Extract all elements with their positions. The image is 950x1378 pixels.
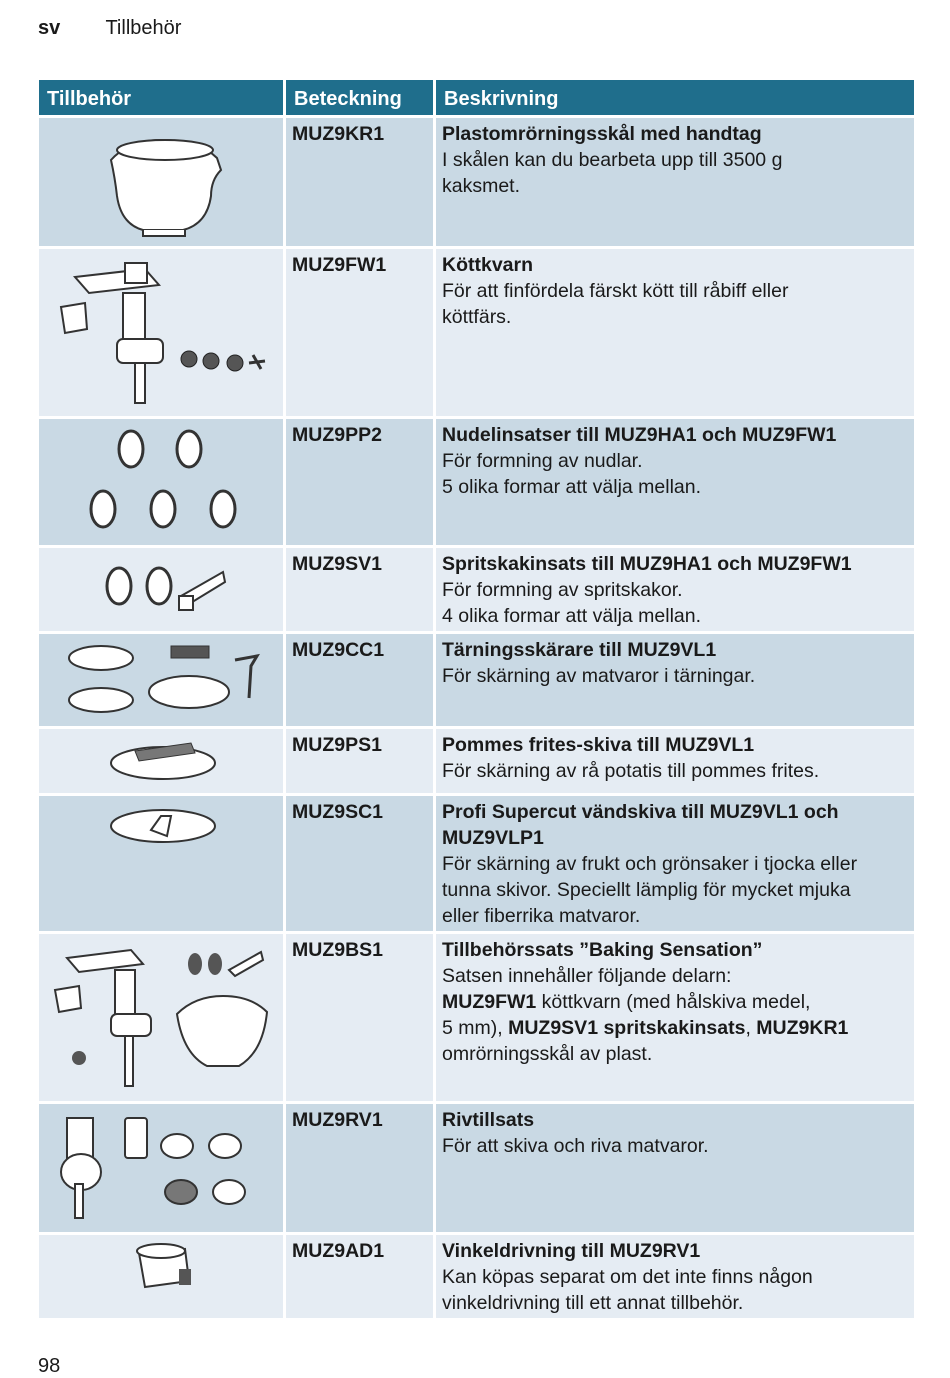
description-line: eller fiberrika matvaror. bbox=[442, 905, 641, 927]
dicer-icon bbox=[39, 634, 283, 726]
description-line: kaksmet. bbox=[442, 175, 521, 197]
description-line: För skärning av matvaror i tärningar. bbox=[442, 665, 756, 687]
angle-drive-icon bbox=[39, 1235, 283, 1311]
description-line: För att skiva och riva matvaror. bbox=[442, 1135, 709, 1157]
accessory-image bbox=[39, 634, 283, 726]
section-title: Tillbehör bbox=[105, 17, 182, 39]
description-text: köttkvarn (med hålskiva medel, bbox=[536, 991, 811, 1013]
description bbox=[436, 249, 914, 416]
accessory-image bbox=[39, 419, 283, 545]
description-line: För skärning av frukt och grönsaker i tjocka eller bbox=[442, 853, 858, 875]
description-text: 5 mm), bbox=[442, 1017, 509, 1039]
column-header-accessory: Tillbehör bbox=[39, 80, 283, 115]
description-line: Kan köpas separat om det inte finns någon bbox=[442, 1266, 813, 1288]
cookie-attachment-icon bbox=[39, 548, 283, 626]
meat-grinder-icon bbox=[39, 249, 283, 416]
description bbox=[436, 1235, 914, 1318]
description bbox=[436, 796, 914, 931]
table-row bbox=[39, 419, 914, 545]
description-title: Vinkeldrivning till MUZ9RV1 bbox=[442, 1240, 701, 1262]
description-title: Profi Supercut vändskiva till MUZ9VL1 och bbox=[442, 801, 839, 823]
description-line: 4 olika formar att välja mellan. bbox=[442, 605, 702, 627]
table-row bbox=[39, 796, 914, 931]
column-header-description: Beskrivning bbox=[436, 80, 914, 115]
description bbox=[436, 419, 914, 545]
designation: MUZ9SC1 bbox=[286, 796, 433, 931]
designation: MUZ9FW1 bbox=[286, 249, 433, 416]
table-row bbox=[39, 729, 914, 793]
baking-set-icon bbox=[39, 934, 283, 1101]
description-line bbox=[442, 989, 908, 1015]
description-line bbox=[442, 1015, 908, 1041]
description-title: Pommes frites-skiva till MUZ9VL1 bbox=[442, 734, 755, 756]
designation: MUZ9AD1 bbox=[286, 1235, 433, 1318]
language-code: sv bbox=[38, 17, 61, 39]
grater-icon bbox=[39, 1104, 283, 1232]
description-line: vinkeldrivning till ett annat tillbehör. bbox=[442, 1292, 744, 1314]
model-code: MUZ9FW1 bbox=[442, 991, 537, 1013]
description bbox=[436, 729, 914, 793]
description bbox=[436, 548, 914, 631]
accessory-image bbox=[39, 1104, 283, 1232]
designation: MUZ9RV1 bbox=[286, 1104, 433, 1232]
description bbox=[436, 1104, 914, 1232]
description-line: Satsen innehåller följande delarn: bbox=[442, 965, 732, 987]
page-header bbox=[38, 17, 181, 40]
description-line: För skärning av rå potatis till pommes frites. bbox=[442, 760, 820, 782]
description bbox=[436, 634, 914, 726]
table-header-row bbox=[39, 80, 914, 115]
accessory-image bbox=[39, 1235, 283, 1318]
model-code: MUZ9SV1 spritskakinsats bbox=[508, 1017, 746, 1039]
description-title: Tärningsskärare till MUZ9VL1 bbox=[442, 639, 717, 661]
accessory-image bbox=[39, 249, 283, 416]
description-line: För formning av spritskakor. bbox=[442, 579, 683, 601]
table-row bbox=[39, 934, 914, 1101]
description-title: Rivtillsats bbox=[442, 1109, 535, 1131]
fries-disc-icon bbox=[39, 729, 283, 793]
description-line: omrörningsskål av plast. bbox=[442, 1043, 653, 1065]
description-title: Nudelinsatser till MUZ9HA1 och MUZ9FW1 bbox=[442, 424, 837, 446]
accessory-image bbox=[39, 796, 283, 931]
accessory-image bbox=[39, 934, 283, 1101]
description-line: För att finfördela färskt kött till råbiff eller bbox=[442, 280, 789, 302]
table-row bbox=[39, 118, 914, 246]
model-code: MUZ9KR1 bbox=[756, 1017, 849, 1039]
description-line: För formning av nudlar. bbox=[442, 450, 643, 472]
supercut-disc-icon bbox=[39, 796, 283, 926]
accessory-image bbox=[39, 118, 283, 246]
description-line: 5 olika formar att välja mellan. bbox=[442, 476, 702, 498]
designation: MUZ9PS1 bbox=[286, 729, 433, 793]
table-row bbox=[39, 548, 914, 631]
column-header-designation: Beteckning bbox=[286, 80, 433, 115]
table-row bbox=[39, 1104, 914, 1232]
table-row bbox=[39, 634, 914, 726]
accessories-table bbox=[36, 77, 917, 1321]
designation: MUZ9KR1 bbox=[286, 118, 433, 246]
table-row bbox=[39, 249, 914, 416]
table-row bbox=[39, 1235, 914, 1318]
description-text: , bbox=[745, 1017, 757, 1039]
description-line: I skålen kan du bearbeta upp till 3500 g bbox=[442, 149, 783, 171]
noodle-discs-icon bbox=[39, 419, 283, 545]
description-title: Plastomrörningsskål med handtag bbox=[442, 123, 762, 145]
designation: MUZ9BS1 bbox=[286, 934, 433, 1101]
designation: MUZ9PP2 bbox=[286, 419, 433, 545]
description-line: tunna skivor. Speciellt lämplig för mycket mjuka bbox=[442, 879, 851, 901]
description-line: köttfärs. bbox=[442, 306, 512, 328]
page-number: 98 bbox=[38, 1355, 61, 1377]
description-title: Tillbehörssats ”Baking Sensation” bbox=[442, 939, 763, 961]
description bbox=[436, 934, 914, 1101]
description bbox=[436, 118, 914, 246]
mixing-bowl-icon bbox=[39, 118, 283, 246]
designation: MUZ9SV1 bbox=[286, 548, 433, 631]
accessory-image bbox=[39, 729, 283, 793]
description-title: Köttkvarn bbox=[442, 254, 534, 276]
description-title: Spritskakinsats till MUZ9HA1 och MUZ9FW1 bbox=[442, 553, 852, 575]
description-title-cont: MUZ9VLP1 bbox=[442, 827, 544, 849]
accessory-image bbox=[39, 548, 283, 631]
designation: MUZ9CC1 bbox=[286, 634, 433, 726]
